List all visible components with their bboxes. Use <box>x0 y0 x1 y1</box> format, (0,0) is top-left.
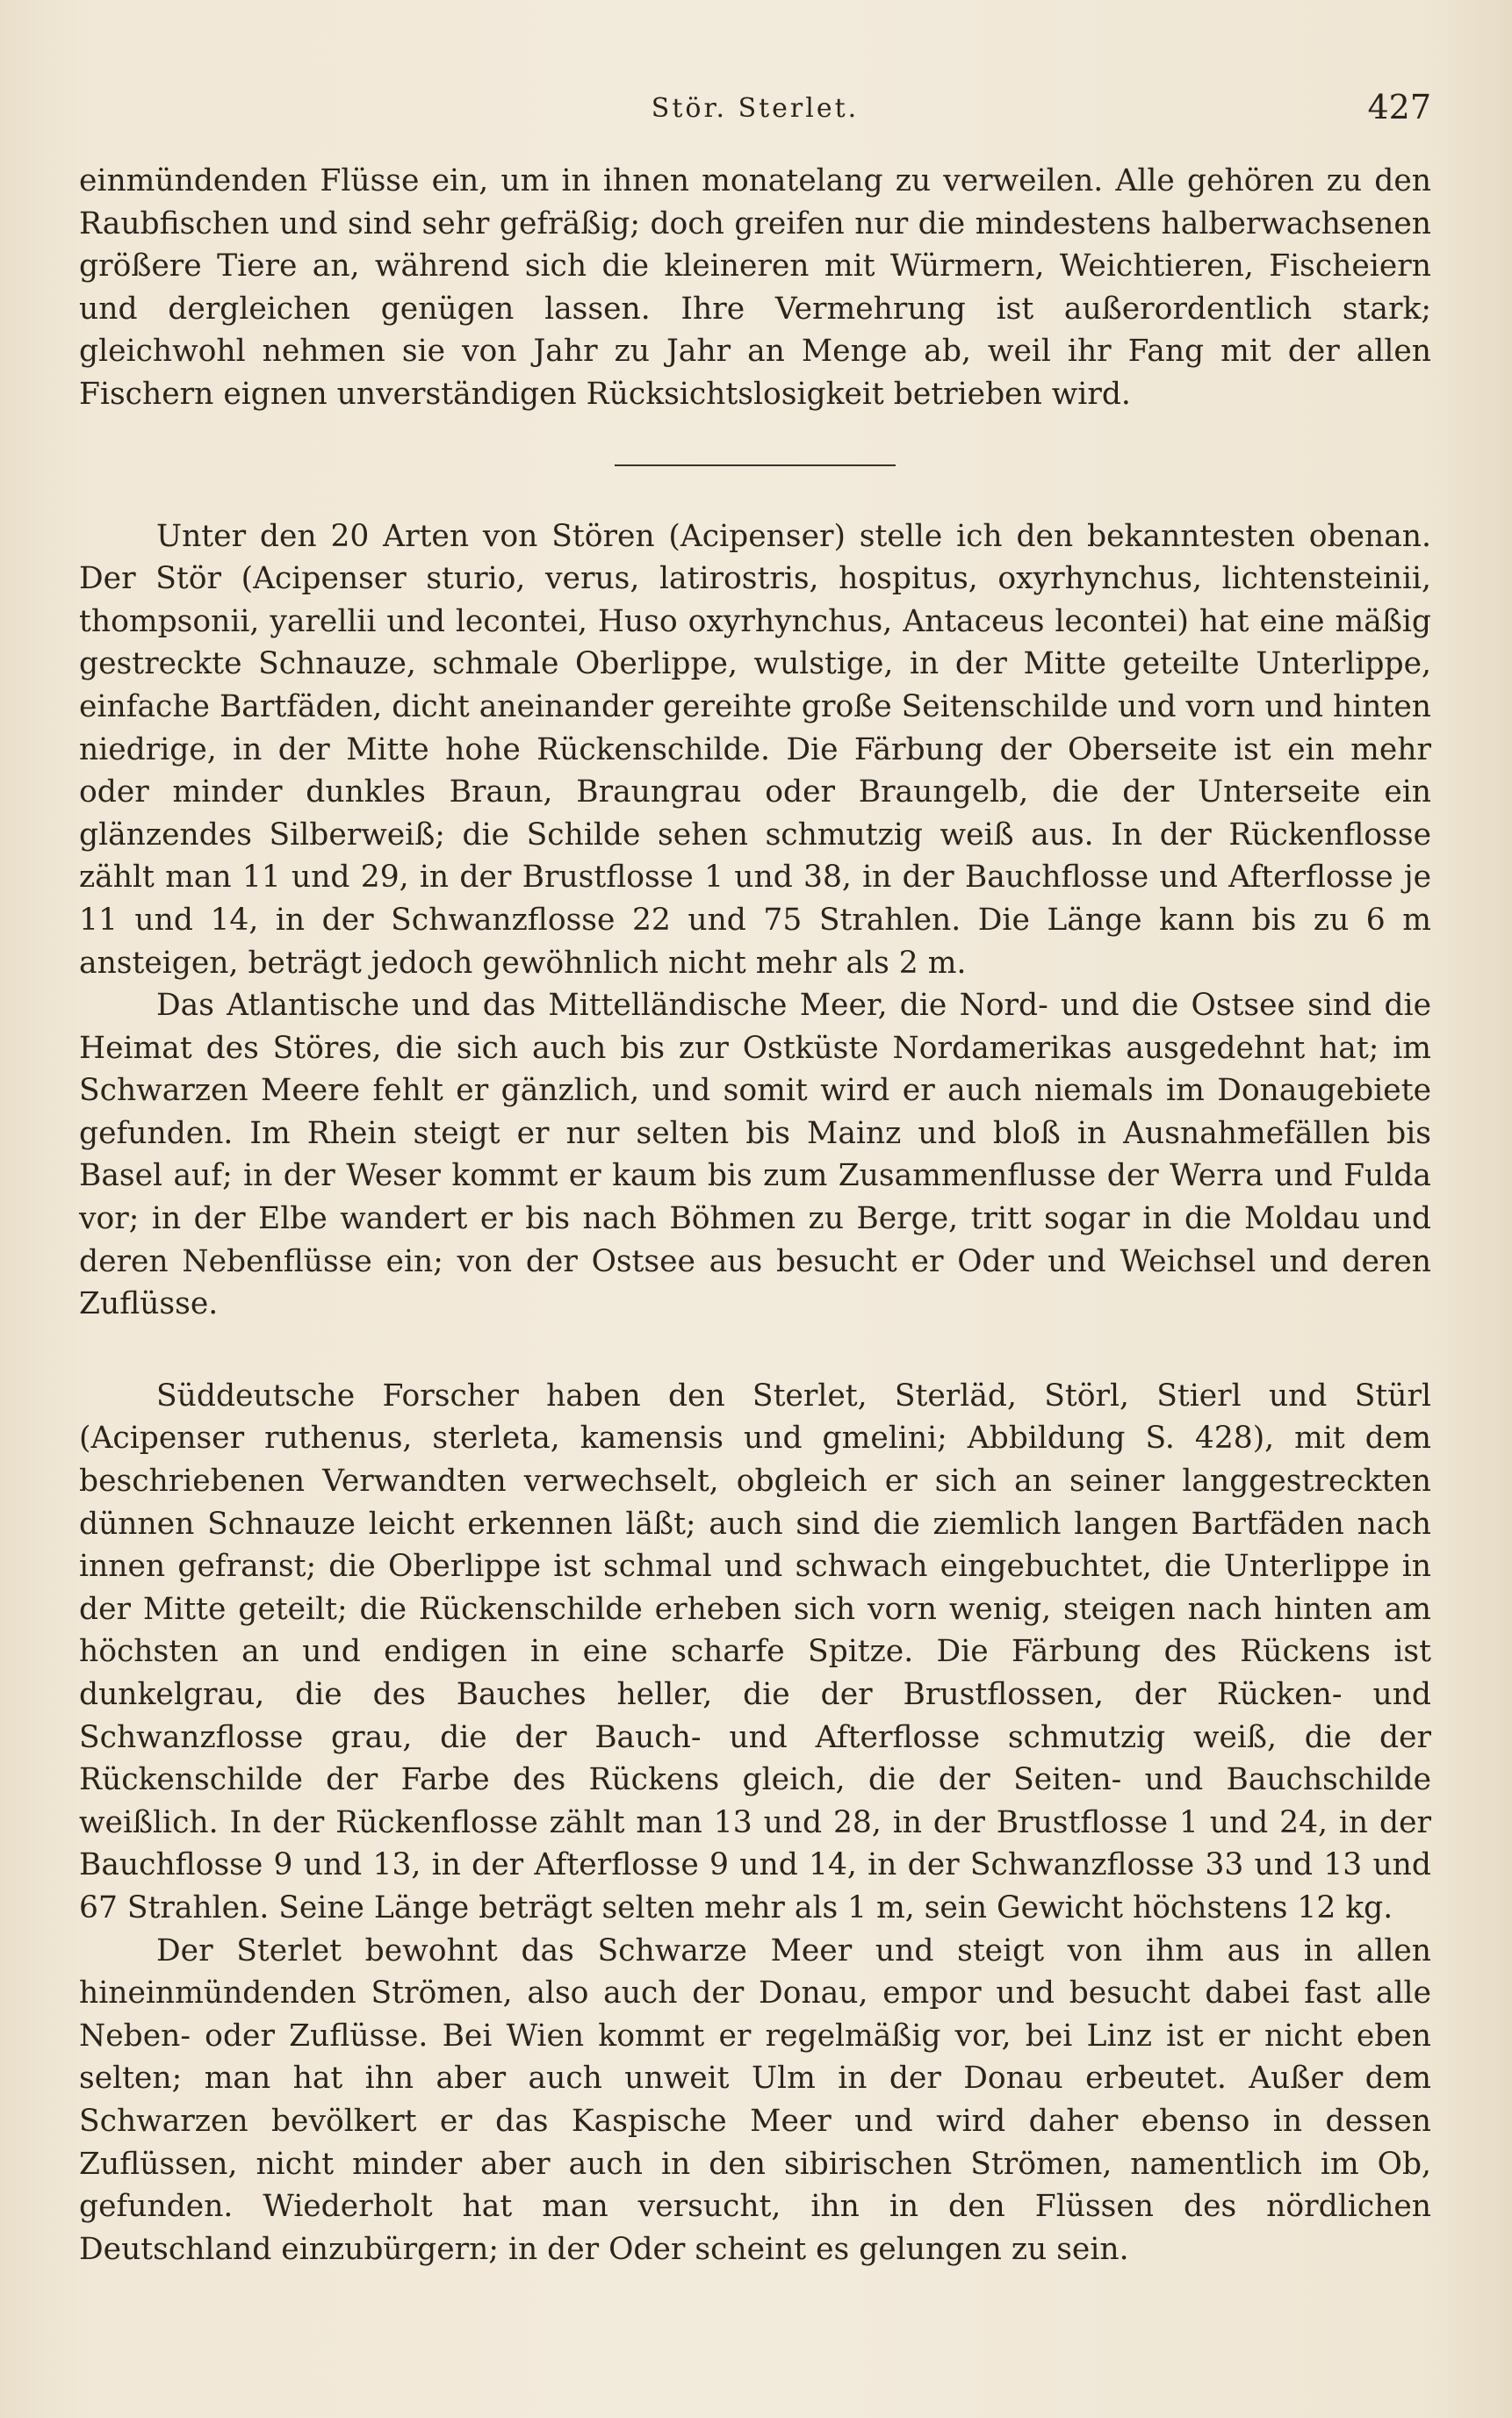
section-gap <box>79 1326 1431 1375</box>
paragraph-stoer-description: Unter den 20 Arten von Stören (Acipenser) stelle ich den bekanntesten obenan. Der Stör (Acipenser sturio, verus, latirostris, hospitus, oxyrhynchus, lichtensteinii, thompsonii, yarellii und lecontei, Huso oxyrhynchus, Antaceus lecontei) hat eine mäßig gestreckte Schnauze, schmale Oberlippe, wulstige, in der Mitte geteilte Unterlippe, einfache Bartfäden, dicht aneinander gereihte große Seitenschilde und vorn und hinten niedrige, in der Mitte hohe Rückenschilde. Die Färbung der Oberseite ist ein mehr oder minder dunkles Braun, Braungrau oder Braungelb, die der Unterseite ein glänzendes Silberweiß; die Schilde sehen schmutzig weiß aus. In der Rückenflosse zählt man 11 und 29, in der Brustflosse 1 und 38, in der Bauchflosse und Afterflosse je 11 und 14, in der Schwanzflosse 22 und 75 Strahlen. Die Länge kann bis zu 6 m ansteigen, beträgt jedoch gewöhnlich nicht mehr als 2 m. <box>79 518 1431 981</box>
paragraph-continuation: einmündenden Flüsse ein, um in ihnen monatelang zu verweilen. Alle gehören zu den Raubfischen und sind sehr gefräßig; doch greifen nur die mindestens halberwachsenen größere Tiere an, während sich die kleineren mit Würmern, Weichtieren, Fischeiern und dergleichen genügen lassen. Ihre Vermehrung ist außerordentlich stark; gleichwohl nehmen sie von Jahr zu Jahr an Menge ab, weil ihr Fang mit der allen Fischern eignen unverständigen Rücksichtslosigkeit betrieben wird. <box>79 163 1431 412</box>
paragraph-sterlet-distribution: Der Sterlet bewohnt das Schwarze Meer und steigt von ihm aus in allen hineinmündenden Strömen, also auch der Donau, empor und besucht dabei fast alle Neben- oder Zuflüsse. Bei Wien kommt er regelmäßig vor, bei Linz ist er nicht eben selten; man hat ihn aber auch unweit Ulm in der Donau erbeutet. Außer dem Schwarzen bevölkert er das Kaspische Meer und wird daher ebenso in dessen Zuflüssen, nicht minder aber auch in den sibirischen Strömen, namentlich im Ob, gefunden. Wiederholt hat man versucht, ihn in den Flüssen des nördlichen Deutschland einzubürgern; in der Oder scheint es gelungen zu sein. <box>79 1932 1431 2267</box>
page-number: 427 <box>1367 88 1431 126</box>
paragraph-stoer-distribution: Das Atlantische und das Mittelländische Meer, die Nord- und die Ostsee sind die Heimat des Störes, die sich auch bis zur Ostküste Nordamerikas ausgedehnt hat; im Schwarzen Meere fehlt er gänzlich, und somit wird er auch niemals im Donaugebiete gefunden. Im Rhein steigt er nur selten bis Mainz und bloß in Ausnahmefällen bis Basel auf; in der Weser kommt er kaum bis zum Zusammenflusse der Werra und Fulda vor; in der Elbe wandert er bis nach Böhmen zu Berge, tritt sogar in die Moldau und deren Nebenflüsse ein; von der Ostsee aus besucht er Oder und Weichsel und deren Zuflüsse. <box>79 988 1431 1322</box>
running-head: Stör. Sterlet. <box>651 93 860 124</box>
paragraph-sterlet-description: Süddeutsche Forscher haben den Sterlet, Sterläd, Störl, Stierl und Stürl (Acipenser ruthenus, sterleta, kamensis und gmelini; Abbildung S. 428), mit dem beschriebenen Verwandten verwechselt, obgleich er sich an seiner langgestreckten dünnen Schnauze leicht erkennen läßt; auch sind die ziemlich langen Bartfäden nach innen gefranst; die Oberlippe ist schmal und schwach eingebuchtet, die Unterlippe in der Mitte geteilt; die Rückenschilde erheben sich vorn wenig, steigen nach hinten am höchsten an und endigen in eine scharfe Spitze. Die Färbung des Rückens ist dunkelgrau, die des Bauches heller, die der Brustflossen, der Rücken- und Schwanzflosse grau, die der Bauch- und Afterflosse schmutzig weiß, die der Rückenschilde der Farbe des Rückens gleich, die der Seiten- und Bauchschilde weißlich. In der Rückenflosse zählt man 13 und 28, in der Brustflosse 1 und 24, in der Bauchflosse 9 und 13, in der Afterflosse 9 und 14, in der Schwanzflosse 33 und 13 und 67 Strahlen. Seine Länge beträgt selten mehr als 1 m, sein Gewicht höchstens 12 kg. <box>79 1378 1431 1925</box>
section-divider <box>615 464 896 466</box>
body-text <box>79 160 1431 2270</box>
page-header <box>79 88 1431 132</box>
